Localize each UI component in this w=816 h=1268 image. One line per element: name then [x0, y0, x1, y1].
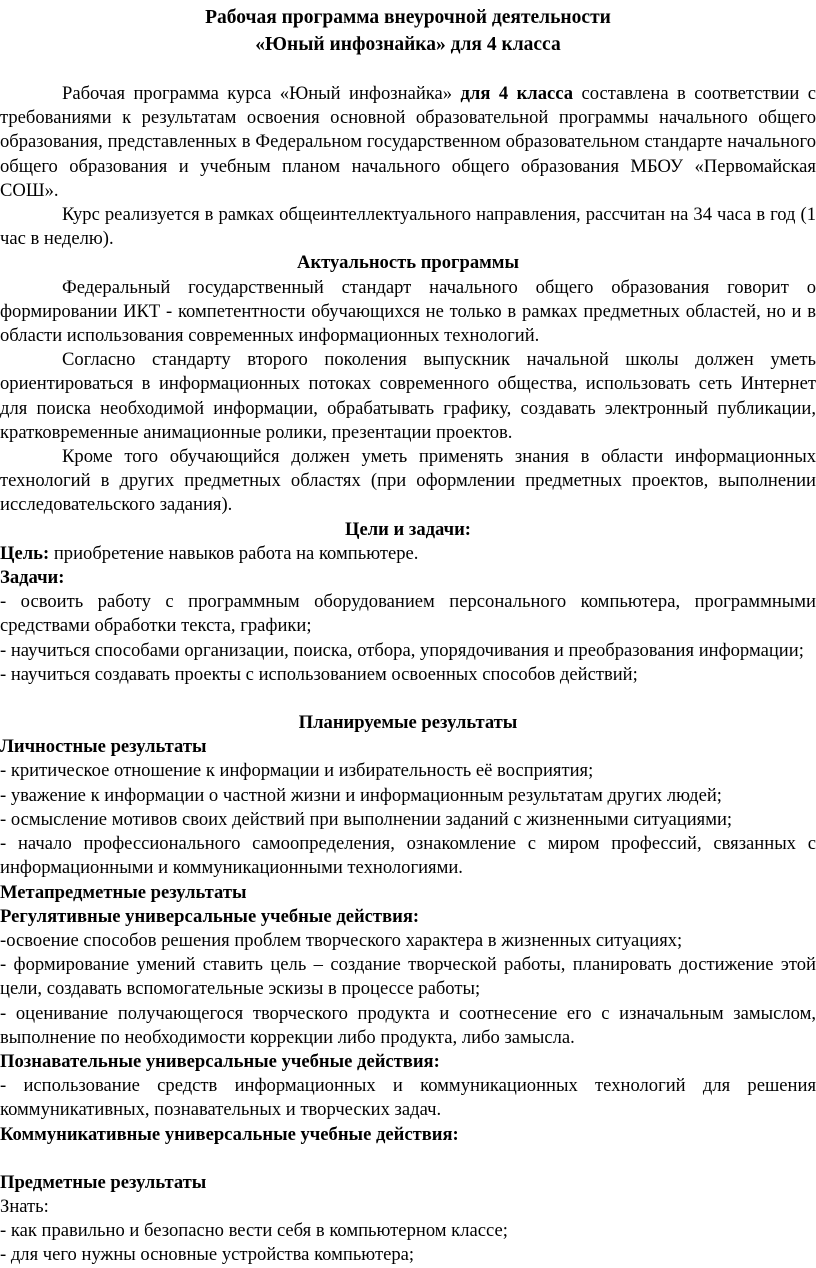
personal-result-item: - критическое отношение к информации и избирательность её восприятия;: [0, 760, 594, 782]
task-item: - освоить работу с программным оборудованием персонального компьютера, программными средствами обработки текста, графики;: [0, 591, 816, 637]
relevance-paragraph-2: Согласно стандарту второго поколения выпускник начальной школы должен уметь ориентироваться в информационных потоках современного общества, использовать сеть Интернет для поиска необходимой информации, обрабатывать графику, создавать электронный публикации, кратковременные анимационные ролики, презентации проектов.: [0, 349, 816, 443]
results-heading: Планируемые результаты: [298, 712, 518, 734]
cognitive-heading: Познавательные универсальные учебные действия:: [0, 1050, 440, 1072]
intro-paragraph-1: [0, 82, 816, 203]
goals-heading: Цели и задачи:: [345, 518, 471, 540]
spacer: [0, 687, 816, 711]
task-item: - научиться создавать проекты с использованием освоенных способов действий;: [0, 663, 638, 685]
personal-result-item: - уважение к информации о частной жизни и информационным результатам других людей;: [0, 784, 722, 806]
task-item: - научиться способами организации, поиска, отбора, упорядочивания и преобразования информации;: [0, 639, 804, 661]
subject-result-item: - как правильно и безопасно вести себя в компьютерном классе;: [0, 1220, 508, 1242]
regulative-item: - оценивание получающегося творческого продукта и соотнесение его с изначальным замыслом, выполнение по необходимости коррекции либо продукта, либо замысла.: [0, 1002, 816, 1048]
goal-text: приобретение навыков работа на компьютере.: [49, 542, 419, 564]
document-title-line-1: Рабочая программа внеурочной деятельности: [205, 7, 611, 28]
tasks-heading: Задачи:: [0, 567, 65, 589]
goal-line: [0, 542, 816, 566]
personal-result-item: - начало профессионального самоопределения, ознакомление с миром профессий, связанных с информационными и коммуникационными технологиями.: [0, 833, 816, 879]
spacer: [0, 1147, 816, 1171]
intro-text-cont: составлена в соответствии с требованиями к результатам освоения основной образовательной программы начального общего образования, представленных в Федеральном государственном образовательном стандарте начального общего образования и учебным планом начального общего образования МБОУ «Первомайская СОШ».: [0, 83, 816, 201]
subject-results-heading: Предметные результаты: [0, 1171, 207, 1193]
intro-grade-bold: для 4 класса: [460, 83, 574, 104]
relevance-paragraph-1: Федеральный государственный стандарт начального общего образования говорит о формировании ИКТ - компетентности обучающихся не только в рамках предметных областей, но и в области использования современных информационных технологий.: [0, 276, 816, 347]
spacer: [0, 58, 816, 82]
personal-results-heading: Личностные результаты: [0, 736, 207, 758]
subject-result-item: - для чего нужны основные устройства компьютера;: [0, 1244, 415, 1266]
know-label: Знать:: [0, 1195, 49, 1217]
regulative-heading: Регулятивные универсальные учебные действия:: [0, 905, 420, 927]
personal-result-item: - осмысление мотивов своих действий при выполнении заданий с жизненными ситуациями;: [0, 808, 733, 830]
intro-paragraph-2: Курс реализуется в рамках общеинтеллектуального направления, рассчитан на 34 часа в год (1 час в неделю).: [0, 204, 816, 250]
goal-label: Цель:: [0, 542, 50, 564]
relevance-heading: Актуальность программы: [297, 252, 519, 274]
relevance-paragraph-3: Кроме того обучающийся должен уметь применять знания в области информационных технологий в других предметных областях (при оформлении предметных проектов, выполнении исследовательского задания).: [0, 446, 816, 516]
document-title-line-2: «Юный инфознайка» для 4 класса: [255, 34, 561, 55]
meta-results-heading: Метапредметные результаты: [0, 881, 247, 903]
communicative-heading: Коммуникативные универсальные учебные действия:: [0, 1123, 459, 1145]
intro-text: Рабочая программа курса «Юный инфознайка»: [62, 83, 461, 104]
cognitive-item: - использование средств информационных и коммуникационных технологий для решения коммуникативных, познавательных и творческих задач.: [0, 1075, 816, 1121]
regulative-item: - формирование умений ставить цель – создание творческой работы, планировать достижение этой цели, создавать вспомогательные эскизы в процессе работы;: [0, 954, 816, 1000]
regulative-item: -освоение способов решения проблем творческого характера в жизненных ситуациях;: [0, 929, 683, 951]
